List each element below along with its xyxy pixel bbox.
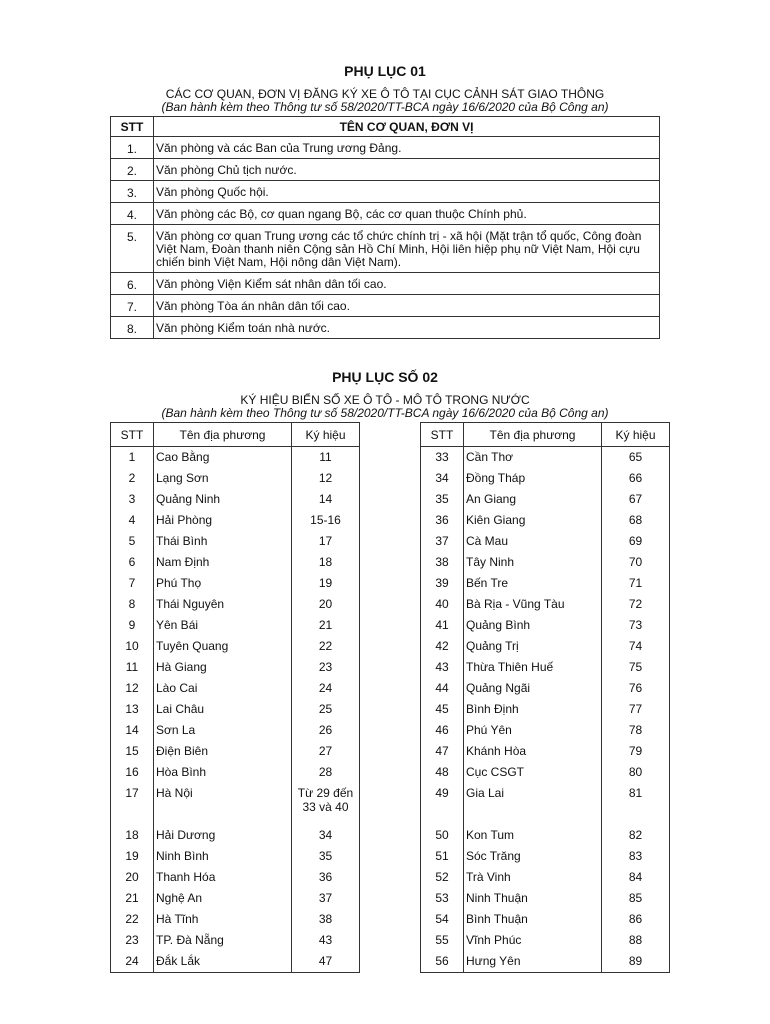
row-plate-code: 83 (602, 846, 670, 867)
row-locality: Điện Biên (154, 741, 292, 762)
row-stt: 5. (111, 225, 154, 273)
table-row (421, 720, 670, 741)
row-stt: 23 (111, 930, 154, 951)
row-stt: 42 (421, 636, 464, 657)
header-stt: STT (421, 423, 464, 447)
table-row (111, 489, 360, 510)
row-locality: Quảng Trị (464, 636, 602, 657)
row-locality: Quảng Bình (464, 615, 602, 636)
appendix-1-subtitle: CÁC CƠ QUAN, ĐƠN VỊ ĐĂNG KÝ XE Ô TÔ TẠI CỤC CẢNH SÁT GIAO THÔNG (165, 87, 605, 101)
row-stt: 5 (111, 531, 154, 552)
row-plate-code: 86 (602, 909, 670, 930)
row-plate-code: 19 (292, 573, 360, 594)
agency-table (110, 116, 660, 339)
row-plate-code: 69 (602, 531, 670, 552)
row-stt: 50 (421, 825, 464, 846)
row-locality: Hà Giang (154, 657, 292, 678)
row-plate-code: 47 (292, 951, 360, 973)
row-plate-code: 67 (602, 489, 670, 510)
row-locality: Bến Tre (464, 573, 602, 594)
row-stt: 47 (421, 741, 464, 762)
table-row (421, 741, 670, 762)
row-stt: 33 (421, 447, 464, 469)
table-row (111, 951, 360, 973)
table-row (111, 678, 360, 699)
row-plate-code: 34 (292, 825, 360, 846)
row-locality: Nam Định (154, 552, 292, 573)
table-row (421, 888, 670, 909)
row-plate-code: 38 (292, 909, 360, 930)
row-locality: Bình Thuận (464, 909, 602, 930)
appendix-2-subtitle: KÝ HIỆU BIỂN SỐ XE Ô TÔ - MÔ TÔ TRONG NƯỚC (240, 393, 530, 407)
row-locality: Nghệ An (154, 888, 292, 909)
row-stt: 22 (111, 909, 154, 930)
row-locality: Hà Tĩnh (154, 909, 292, 930)
row-plate-code: 43 (292, 930, 360, 951)
table-row (421, 909, 670, 930)
table-row (111, 930, 360, 951)
row-stt: 35 (421, 489, 464, 510)
row-plate-code: 28 (292, 762, 360, 783)
table-row (111, 783, 360, 825)
table-row (111, 181, 660, 203)
row-locality: Gia Lai (464, 783, 602, 825)
table-row (111, 510, 360, 531)
row-stt: 43 (421, 657, 464, 678)
row-stt: 7 (111, 573, 154, 594)
table-row (421, 531, 670, 552)
table-row (111, 867, 360, 888)
table-row (421, 951, 670, 973)
row-stt: 13 (111, 699, 154, 720)
row-plate-code: 18 (292, 552, 360, 573)
table-row (421, 783, 670, 825)
table-row (111, 225, 660, 273)
row-locality: Hà Nội (154, 783, 292, 825)
row-locality: Tuyên Quang (154, 636, 292, 657)
table-row (111, 203, 660, 225)
row-agency-name: Văn phòng cơ quan Trung ương các tổ chức chính trị - xã hội (Mặt trận tổ quốc, Công đoàn Việt Nam, Đoàn thanh niên Cộng sản Hồ Chí Minh, Hội liên hiệp phụ nữ Việt Nam, Hội cựu chiến binh Việt Nam, Hội nông dân Việt Nam). (154, 225, 660, 273)
row-locality: Cục CSGT (464, 762, 602, 783)
appendix-1-title: PHỤ LỤC 01 (344, 63, 426, 79)
table-row (111, 573, 360, 594)
row-stt: 55 (421, 930, 464, 951)
row-plate-code: 81 (602, 783, 670, 825)
row-plate-code: 26 (292, 720, 360, 741)
table-row (421, 867, 670, 888)
row-locality: Trà Vinh (464, 867, 602, 888)
row-stt: 12 (111, 678, 154, 699)
row-stt: 7. (111, 295, 154, 317)
row-stt: 21 (111, 888, 154, 909)
row-plate-code: 66 (602, 468, 670, 489)
row-agency-name: Văn phòng các Bộ, cơ quan ngang Bộ, các cơ quan thuộc Chính phủ. (154, 203, 660, 225)
row-plate-code: 36 (292, 867, 360, 888)
row-locality: Phú Thọ (154, 573, 292, 594)
row-plate-code: 68 (602, 510, 670, 531)
table-row (111, 447, 360, 469)
table-row (111, 699, 360, 720)
row-plate-code: 72 (602, 594, 670, 615)
table-row (111, 888, 360, 909)
row-stt: 8. (111, 317, 154, 339)
row-locality: Bình Định (464, 699, 602, 720)
row-locality: Thái Bình (154, 531, 292, 552)
row-stt: 4. (111, 203, 154, 225)
row-locality: TP. Đà Nẵng (154, 930, 292, 951)
row-locality: Sóc Trăng (464, 846, 602, 867)
row-locality: Yên Bái (154, 615, 292, 636)
row-stt: 4 (111, 510, 154, 531)
row-stt: 24 (111, 951, 154, 973)
agency-table-header (111, 117, 660, 137)
row-stt: 44 (421, 678, 464, 699)
row-stt: 2 (111, 468, 154, 489)
row-agency-name: Văn phòng Quốc hội. (154, 181, 660, 203)
table-row (111, 531, 360, 552)
row-locality: Ninh Thuận (464, 888, 602, 909)
row-plate-code: 85 (602, 888, 670, 909)
row-agency-name: Văn phòng Tòa án nhân dân tối cao. (154, 295, 660, 317)
row-plate-code: Từ 29 đến 33 và 40 (292, 783, 360, 825)
header-code: Ký hiệu (292, 423, 360, 447)
row-locality: Thái Nguyên (154, 594, 292, 615)
table-row (421, 594, 670, 615)
table-row (111, 137, 660, 159)
table-row (111, 317, 660, 339)
table-row (111, 552, 360, 573)
table-row (111, 295, 660, 317)
row-stt: 38 (421, 552, 464, 573)
table-row (421, 636, 670, 657)
row-locality: Quảng Ngãi (464, 678, 602, 699)
row-plate-code: 17 (292, 531, 360, 552)
row-plate-code: 20 (292, 594, 360, 615)
row-stt: 14 (111, 720, 154, 741)
row-plate-code: 71 (602, 573, 670, 594)
row-agency-name: Văn phòng Viện Kiểm sát nhân dân tối cao. (154, 273, 660, 295)
row-plate-code: 65 (602, 447, 670, 469)
table-row (421, 699, 670, 720)
row-plate-code: 79 (602, 741, 670, 762)
row-plate-code: 14 (292, 489, 360, 510)
row-locality: Đắk Lắk (154, 951, 292, 973)
table-row (421, 930, 670, 951)
row-plate-code: 70 (602, 552, 670, 573)
table-row (421, 468, 670, 489)
row-locality: Ninh Bình (154, 846, 292, 867)
row-stt: 39 (421, 573, 464, 594)
plate-code-table-left (110, 422, 360, 973)
row-plate-code: 76 (602, 678, 670, 699)
row-stt: 51 (421, 846, 464, 867)
table-row (421, 678, 670, 699)
header-agency-name: TÊN CƠ QUAN, ĐƠN VỊ (154, 117, 660, 137)
row-plate-code: 23 (292, 657, 360, 678)
table-row (421, 489, 670, 510)
row-stt: 46 (421, 720, 464, 741)
row-stt: 15 (111, 741, 154, 762)
row-stt: 18 (111, 825, 154, 846)
row-stt: 54 (421, 909, 464, 930)
row-stt: 1 (111, 447, 154, 469)
row-plate-code: 27 (292, 741, 360, 762)
row-plate-code: 24 (292, 678, 360, 699)
row-locality: Thanh Hóa (154, 867, 292, 888)
row-locality: Sơn La (154, 720, 292, 741)
table-row (421, 510, 670, 531)
row-locality: Bà Rịa - Vũng Tàu (464, 594, 602, 615)
row-locality: Hải Phòng (154, 510, 292, 531)
row-locality: Phú Yên (464, 720, 602, 741)
table-row (421, 846, 670, 867)
row-agency-name: Văn phòng Chủ tịch nước. (154, 159, 660, 181)
row-plate-code: 21 (292, 615, 360, 636)
header-locality: Tên địa phương (464, 423, 602, 447)
header-locality: Tên địa phương (154, 423, 292, 447)
table-row (111, 846, 360, 867)
row-stt: 49 (421, 783, 464, 825)
header-stt: STT (111, 423, 154, 447)
row-stt: 6. (111, 273, 154, 295)
row-plate-code: 74 (602, 636, 670, 657)
row-locality: Thừa Thiên Huế (464, 657, 602, 678)
table-row (111, 615, 360, 636)
row-stt: 19 (111, 846, 154, 867)
row-plate-code: 78 (602, 720, 670, 741)
header-code: Ký hiệu (602, 423, 670, 447)
row-stt: 53 (421, 888, 464, 909)
row-stt: 8 (111, 594, 154, 615)
plate-table-header (421, 423, 670, 447)
row-locality: Vĩnh Phúc (464, 930, 602, 951)
table-row (111, 594, 360, 615)
row-plate-code: 82 (602, 825, 670, 846)
row-plate-code: 80 (602, 762, 670, 783)
table-row (421, 825, 670, 846)
table-row (421, 615, 670, 636)
table-row (421, 762, 670, 783)
row-stt: 1. (111, 137, 154, 159)
row-stt: 45 (421, 699, 464, 720)
row-locality: Hòa Bình (154, 762, 292, 783)
row-stt: 52 (421, 867, 464, 888)
table-row (111, 762, 360, 783)
row-plate-code: 37 (292, 888, 360, 909)
row-plate-code: 75 (602, 657, 670, 678)
row-agency-name: Văn phòng và các Ban của Trung ương Đảng. (154, 137, 660, 159)
table-row (421, 552, 670, 573)
row-plate-code: 11 (292, 447, 360, 469)
row-locality: Lào Cai (154, 678, 292, 699)
row-stt: 6 (111, 552, 154, 573)
row-stt: 56 (421, 951, 464, 973)
row-plate-code: 77 (602, 699, 670, 720)
row-stt: 48 (421, 762, 464, 783)
row-plate-code: 88 (602, 930, 670, 951)
row-locality: Đồng Tháp (464, 468, 602, 489)
row-plate-code: 73 (602, 615, 670, 636)
row-stt: 37 (421, 531, 464, 552)
row-plate-code: 84 (602, 867, 670, 888)
row-plate-code: 22 (292, 636, 360, 657)
row-plate-code: 25 (292, 699, 360, 720)
row-plate-code: 12 (292, 468, 360, 489)
row-plate-code: 89 (602, 951, 670, 973)
row-locality: Hưng Yên (464, 951, 602, 973)
row-stt: 11 (111, 657, 154, 678)
row-locality: An Giang (464, 489, 602, 510)
row-stt: 3. (111, 181, 154, 203)
appendix-2-title: PHỤ LỤC SỐ 02 (332, 369, 438, 385)
appendix-2-note: (Ban hành kèm theo Thông tư số 58/2020/TT-BCA ngày 16/6/2020 của Bộ Công an) (161, 406, 609, 420)
table-row (111, 720, 360, 741)
table-row (421, 657, 670, 678)
table-row (111, 825, 360, 846)
row-stt: 40 (421, 594, 464, 615)
row-plate-code: 15-16 (292, 510, 360, 531)
row-locality: Kiên Giang (464, 510, 602, 531)
row-stt: 16 (111, 762, 154, 783)
table-row (111, 159, 660, 181)
row-stt: 2. (111, 159, 154, 181)
row-locality: Lai Châu (154, 699, 292, 720)
row-agency-name: Văn phòng Kiểm toán nhà nước. (154, 317, 660, 339)
appendix-1-note: (Ban hành kèm theo Thông tư số 58/2020/TT-BCA ngày 16/6/2020 của Bộ Công an) (161, 100, 609, 114)
table-row (111, 657, 360, 678)
table-row (111, 909, 360, 930)
plate-table-header (111, 423, 360, 447)
plate-code-table-right (420, 422, 670, 973)
row-stt: 36 (421, 510, 464, 531)
row-stt: 17 (111, 783, 154, 825)
table-row (421, 573, 670, 594)
table-row (111, 636, 360, 657)
row-locality: Khánh Hòa (464, 741, 602, 762)
row-stt: 9 (111, 615, 154, 636)
row-locality: Lạng Sơn (154, 468, 292, 489)
row-locality: Quảng Ninh (154, 489, 292, 510)
row-stt: 34 (421, 468, 464, 489)
header-stt: STT (111, 117, 154, 137)
table-row (111, 741, 360, 762)
row-plate-code: 35 (292, 846, 360, 867)
row-locality: Kon Tum (464, 825, 602, 846)
row-stt: 20 (111, 867, 154, 888)
row-stt: 41 (421, 615, 464, 636)
row-locality: Cao Bằng (154, 447, 292, 469)
table-row (421, 447, 670, 469)
row-locality: Hải Dương (154, 825, 292, 846)
row-locality: Cà Mau (464, 531, 602, 552)
row-stt: 3 (111, 489, 154, 510)
table-row (111, 273, 660, 295)
table-row (111, 468, 360, 489)
row-locality: Cần Thơ (464, 447, 602, 469)
row-stt: 10 (111, 636, 154, 657)
row-locality: Tây Ninh (464, 552, 602, 573)
